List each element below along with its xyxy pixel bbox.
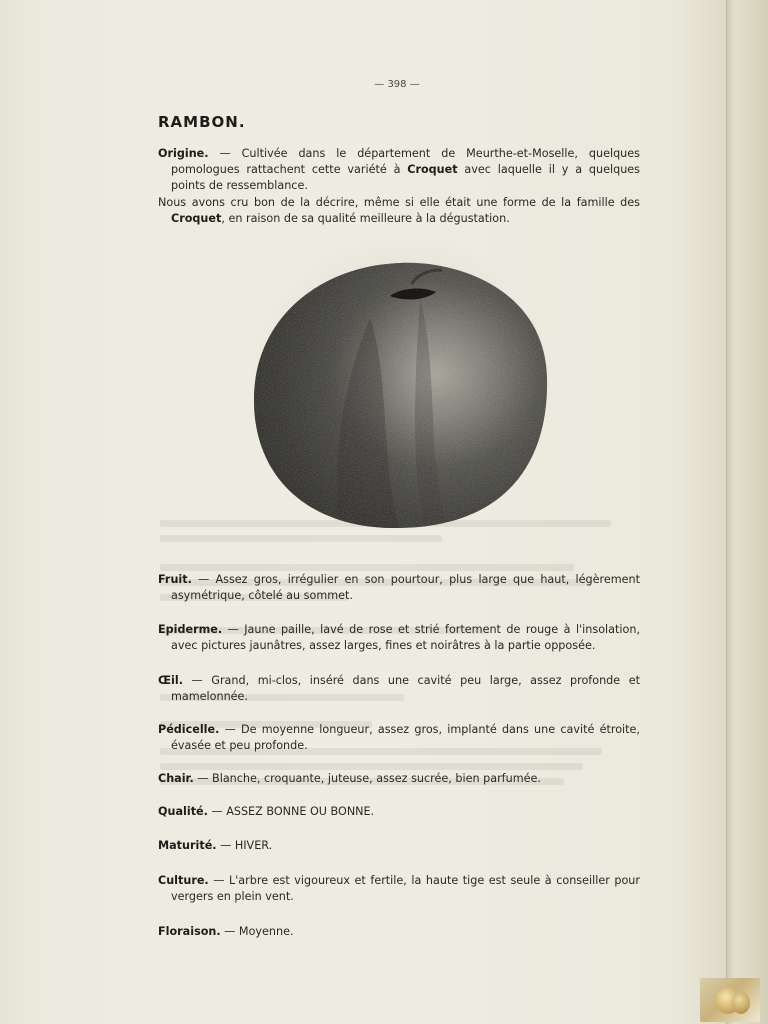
- floraison-label: Floraison.: [158, 925, 221, 938]
- culture-label: Culture.: [158, 874, 209, 887]
- chair-label: Chair.: [158, 772, 194, 785]
- origine-label: Origine.: [158, 147, 209, 160]
- paragraph-epiderme: [158, 622, 640, 654]
- origine-bold-term: Croquet: [407, 163, 458, 176]
- pedicelle-text: — De moyenne longueur, assez gros, implanté dans une cavité étroite, évasée et peu profonde.: [171, 723, 640, 752]
- floraison-text: — Moyenne.: [220, 925, 294, 938]
- paragraph-origine: [158, 146, 640, 194]
- apple-photograph: [250, 258, 550, 533]
- paragraph-oeil: [158, 673, 640, 705]
- fruit-label: Fruit.: [158, 573, 192, 586]
- epiderme-label: Epiderme.: [158, 623, 223, 636]
- culture-text: — L'arbre est vigoureux et fertile, la haute tige est seule à conseiller pour vergers en plein vent.: [171, 874, 640, 903]
- page-number: — 398 —: [374, 79, 420, 90]
- intro-text: Nous avons cru bon de la décrire, même si elle était une forme de la famille des: [158, 196, 640, 209]
- pedicelle-label: Pédicelle.: [158, 723, 220, 736]
- thumbnail-fruit-icon-2: [732, 992, 750, 1014]
- variety-title: RAMBON.: [158, 113, 246, 131]
- paragraph-intro: [158, 195, 640, 227]
- intro-bold-term: Croquet: [171, 212, 222, 225]
- paragraph-chair: [158, 771, 640, 787]
- intro-text-after: , en raison de sa qualité meilleure à la dégustation.: [221, 212, 510, 225]
- qualite-text: — ASSEZ BONNE OU BONNE.: [207, 805, 375, 818]
- origine-text-after: avec laquelle il y a quelques points de ressemblance.: [171, 163, 640, 192]
- paragraph-fruit: [158, 572, 640, 604]
- paragraph-maturite: [158, 838, 640, 854]
- oeil-text: — Grand, mi-clos, inséré dans une cavité peu large, assez profonde et mamelonnée.: [171, 674, 640, 703]
- chair-text: — Blanche, croquante, juteuse, assez sucrée, bien parfumée.: [193, 772, 541, 785]
- maturite-label: Maturité.: [158, 839, 217, 852]
- page-edge: [726, 0, 768, 1024]
- oeil-label: Œil.: [158, 674, 183, 687]
- origine-text: — Cultivée dans le département de Meurthe-et-Moselle, quelques pomologues rattachent cette variété à: [171, 147, 640, 176]
- paragraph-culture: [158, 873, 640, 905]
- paragraph-qualite: [158, 804, 640, 820]
- paragraph-pedicelle: [158, 722, 640, 754]
- paragraph-floraison: [158, 924, 640, 940]
- fruit-text: — Assez gros, irrégulier en son pourtour, plus large que haut, légèrement asymétrique, côtelé au sommet.: [171, 573, 640, 602]
- qualite-label: Qualité.: [158, 805, 208, 818]
- epiderme-text: — Jaune paille, lavé de rose et strié fortement de rouge à l'insolation, avec pictures jaunâtres, assez larges, fines et noirâtres à la partie opposée.: [171, 623, 640, 652]
- maturite-text: — HIVER.: [216, 839, 273, 852]
